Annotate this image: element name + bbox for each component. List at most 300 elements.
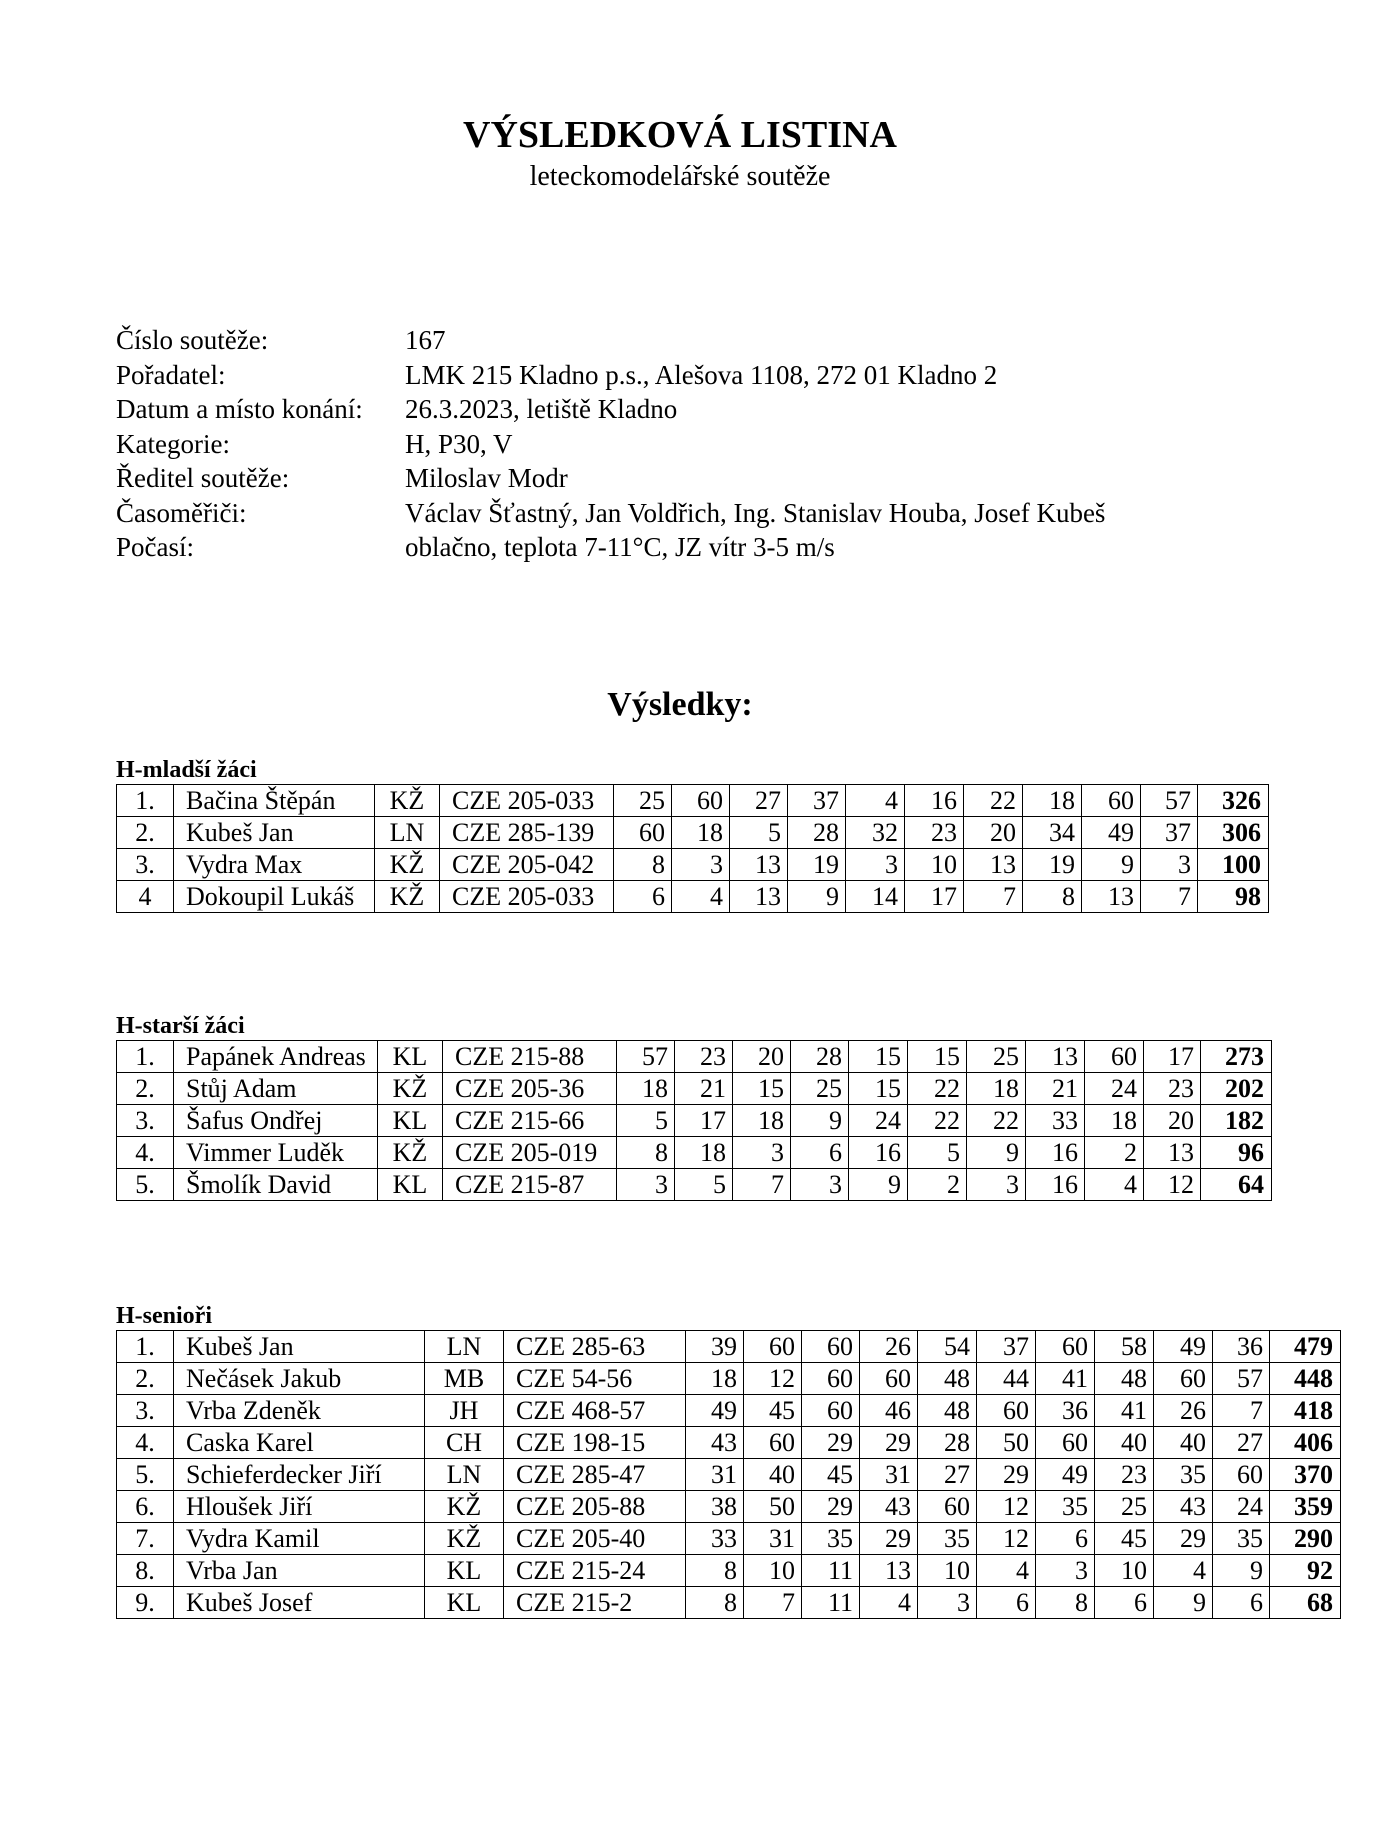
- license-cell: CZE 198-15: [504, 1427, 686, 1459]
- score-cell: 45: [744, 1395, 802, 1427]
- score-cell: 6: [977, 1587, 1036, 1619]
- table-row: [117, 1073, 1272, 1105]
- score-cell: 48: [1095, 1363, 1154, 1395]
- score-cell: 4: [1085, 1169, 1144, 1201]
- score-cell: 37: [788, 785, 846, 817]
- score-cell: 3: [918, 1587, 977, 1619]
- score-cell: 37: [977, 1331, 1036, 1363]
- score-cell: 50: [744, 1491, 802, 1523]
- score-cell: 48: [918, 1363, 977, 1395]
- score-cell: 26: [1154, 1395, 1213, 1427]
- category-title: H-mladší žáci: [116, 757, 257, 783]
- score-cell: 7: [733, 1169, 791, 1201]
- score-cell: 22: [908, 1105, 967, 1137]
- license-cell: CZE 285-47: [504, 1459, 686, 1491]
- total-cell: 479: [1270, 1331, 1341, 1363]
- score-cell: 18: [672, 817, 730, 849]
- category-section-h-seniori: [116, 1302, 1341, 1619]
- score-cell: 20: [733, 1041, 791, 1073]
- score-cell: 12: [744, 1363, 802, 1395]
- score-cell: 46: [860, 1395, 918, 1427]
- score-cell: 18: [1023, 785, 1082, 817]
- license-cell: CZE 285-63: [504, 1331, 686, 1363]
- score-cell: 27: [918, 1459, 977, 1491]
- name-cell: Kubeš Josef: [174, 1587, 425, 1619]
- name-cell: Vydra Max: [174, 849, 375, 881]
- score-cell: 3: [846, 849, 905, 881]
- score-cell: 60: [614, 817, 672, 849]
- category-section-h-mladsi-zaci: [116, 756, 1269, 913]
- category-section-h-starsi-zaci: [116, 1012, 1272, 1201]
- score-cell: 19: [788, 849, 846, 881]
- club-cell: KŽ: [425, 1523, 504, 1555]
- license-cell: CZE 205-019: [443, 1137, 617, 1169]
- total-cell: 92: [1270, 1555, 1341, 1587]
- table-row: [117, 1363, 1341, 1395]
- rank-cell: 6.: [117, 1491, 174, 1523]
- score-cell: 2: [908, 1169, 967, 1201]
- score-cell: 44: [977, 1363, 1036, 1395]
- score-cell: 15: [849, 1041, 908, 1073]
- rank-cell: 1.: [117, 1041, 174, 1073]
- score-cell: 35: [918, 1523, 977, 1555]
- name-cell: Kubeš Jan: [174, 817, 375, 849]
- license-cell: CZE 205-88: [504, 1491, 686, 1523]
- total-cell: 64: [1201, 1169, 1272, 1201]
- rank-cell: 2.: [117, 817, 174, 849]
- table-row: [117, 1331, 1341, 1363]
- score-cell: 4: [846, 785, 905, 817]
- score-cell: 18: [733, 1105, 791, 1137]
- table-row: [117, 1491, 1341, 1523]
- score-cell: 60: [1085, 1041, 1144, 1073]
- score-cell: 21: [1026, 1073, 1085, 1105]
- rank-cell: 8.: [117, 1555, 174, 1587]
- score-cell: 10: [905, 849, 964, 881]
- info-label: Počasí:: [116, 532, 194, 562]
- score-cell: 18: [686, 1363, 744, 1395]
- score-cell: 49: [1036, 1459, 1095, 1491]
- club-cell: KL: [378, 1041, 443, 1073]
- score-cell: 13: [730, 881, 788, 913]
- score-cell: 6: [1213, 1587, 1270, 1619]
- club-cell: KŽ: [375, 881, 440, 913]
- club-cell: LN: [375, 817, 440, 849]
- score-cell: 6: [1036, 1523, 1095, 1555]
- club-cell: KL: [425, 1555, 504, 1587]
- score-cell: 49: [686, 1395, 744, 1427]
- score-cell: 22: [908, 1073, 967, 1105]
- score-cell: 13: [964, 849, 1023, 881]
- category-title: H-starší žáci: [116, 1013, 245, 1039]
- score-cell: 6: [614, 881, 672, 913]
- score-cell: 13: [1144, 1137, 1201, 1169]
- score-cell: 7: [964, 881, 1023, 913]
- score-cell: 20: [1144, 1105, 1201, 1137]
- score-cell: 23: [1095, 1459, 1154, 1491]
- results-table: [116, 784, 1269, 913]
- score-cell: 16: [905, 785, 964, 817]
- score-cell: 58: [1095, 1331, 1154, 1363]
- score-cell: 39: [686, 1331, 744, 1363]
- score-cell: 24: [1213, 1491, 1270, 1523]
- club-cell: KL: [425, 1587, 504, 1619]
- rank-cell: 3.: [117, 1395, 174, 1427]
- score-cell: 10: [1095, 1555, 1154, 1587]
- score-cell: 24: [1085, 1073, 1144, 1105]
- total-cell: 448: [1270, 1363, 1341, 1395]
- total-cell: 290: [1270, 1523, 1341, 1555]
- score-cell: 7: [1213, 1395, 1270, 1427]
- score-cell: 43: [686, 1427, 744, 1459]
- score-cell: 36: [1213, 1331, 1270, 1363]
- license-cell: CZE 205-042: [440, 849, 614, 881]
- total-cell: 273: [1201, 1041, 1272, 1073]
- club-cell: LN: [425, 1331, 504, 1363]
- table-row: [117, 1169, 1272, 1201]
- score-cell: 31: [860, 1459, 918, 1491]
- license-cell: CZE 205-40: [504, 1523, 686, 1555]
- total-cell: 418: [1270, 1395, 1341, 1427]
- license-cell: CZE 205-033: [440, 881, 614, 913]
- score-cell: 43: [1154, 1491, 1213, 1523]
- results-heading: Výsledky:: [607, 686, 753, 723]
- score-cell: 18: [967, 1073, 1026, 1105]
- score-cell: 32: [846, 817, 905, 849]
- score-cell: 15: [908, 1041, 967, 1073]
- score-cell: 7: [744, 1587, 802, 1619]
- score-cell: 16: [1026, 1169, 1085, 1201]
- score-cell: 22: [964, 785, 1023, 817]
- score-cell: 37: [1141, 817, 1198, 849]
- info-value: Miloslav Modr: [405, 463, 568, 493]
- score-cell: 10: [918, 1555, 977, 1587]
- score-cell: 60: [744, 1427, 802, 1459]
- rank-cell: 2.: [117, 1363, 174, 1395]
- score-cell: 14: [846, 881, 905, 913]
- info-label: Časoměřiči:: [116, 497, 247, 528]
- score-cell: 34: [1023, 817, 1082, 849]
- score-cell: 8: [1036, 1587, 1095, 1619]
- name-cell: Šmolík David: [174, 1169, 378, 1201]
- score-cell: 3: [1141, 849, 1198, 881]
- table-row: [117, 1587, 1341, 1619]
- license-cell: CZE 205-033: [440, 785, 614, 817]
- score-cell: 18: [617, 1073, 675, 1105]
- score-cell: 18: [1085, 1105, 1144, 1137]
- score-cell: 60: [1082, 785, 1141, 817]
- score-cell: 3: [617, 1169, 675, 1201]
- score-cell: 15: [849, 1073, 908, 1105]
- club-cell: LN: [425, 1459, 504, 1491]
- score-cell: 45: [802, 1459, 860, 1491]
- score-cell: 25: [967, 1041, 1026, 1073]
- club-cell: KL: [378, 1105, 443, 1137]
- score-cell: 3: [733, 1137, 791, 1169]
- rank-cell: 5.: [117, 1169, 174, 1201]
- score-cell: 60: [672, 785, 730, 817]
- name-cell: Dokoupil Lukáš: [174, 881, 375, 913]
- total-cell: 96: [1201, 1137, 1272, 1169]
- rank-cell: 4: [117, 881, 174, 913]
- score-cell: 9: [791, 1105, 849, 1137]
- score-cell: 28: [918, 1427, 977, 1459]
- score-cell: 3: [791, 1169, 849, 1201]
- license-cell: CZE 205-36: [443, 1073, 617, 1105]
- score-cell: 8: [1023, 881, 1082, 913]
- table-row: [117, 849, 1269, 881]
- score-cell: 13: [1026, 1041, 1085, 1073]
- score-cell: 25: [1095, 1491, 1154, 1523]
- score-cell: 28: [791, 1041, 849, 1073]
- score-cell: 27: [1213, 1427, 1270, 1459]
- score-cell: 17: [905, 881, 964, 913]
- name-cell: Nečásek Jakub: [174, 1363, 425, 1395]
- license-cell: CZE 468-57: [504, 1395, 686, 1427]
- score-cell: 9: [788, 881, 846, 913]
- score-cell: 29: [860, 1523, 918, 1555]
- score-cell: 49: [1082, 817, 1141, 849]
- total-cell: 68: [1270, 1587, 1341, 1619]
- license-cell: CZE 215-66: [443, 1105, 617, 1137]
- score-cell: 5: [675, 1169, 733, 1201]
- score-cell: 60: [1154, 1363, 1213, 1395]
- score-cell: 9: [967, 1137, 1026, 1169]
- score-cell: 60: [744, 1331, 802, 1363]
- license-cell: CZE 215-87: [443, 1169, 617, 1201]
- score-cell: 40: [1154, 1427, 1213, 1459]
- table-row: [117, 1137, 1272, 1169]
- table-row: [117, 1555, 1341, 1587]
- score-cell: 60: [1036, 1331, 1095, 1363]
- name-cell: Šafus Ondřej: [174, 1105, 378, 1137]
- score-cell: 8: [614, 849, 672, 881]
- score-cell: 29: [1154, 1523, 1213, 1555]
- score-cell: 13: [1082, 881, 1141, 913]
- table-row: [117, 1041, 1272, 1073]
- score-cell: 4: [977, 1555, 1036, 1587]
- score-cell: 41: [1095, 1395, 1154, 1427]
- total-cell: 306: [1198, 817, 1269, 849]
- name-cell: Vydra Kamil: [174, 1523, 425, 1555]
- score-cell: 43: [860, 1491, 918, 1523]
- score-cell: 12: [977, 1523, 1036, 1555]
- score-cell: 60: [802, 1363, 860, 1395]
- score-cell: 9: [1213, 1555, 1270, 1587]
- license-cell: CZE 215-88: [443, 1041, 617, 1073]
- score-cell: 31: [686, 1459, 744, 1491]
- score-cell: 12: [977, 1491, 1036, 1523]
- table-row: [117, 1105, 1272, 1137]
- club-cell: KŽ: [375, 849, 440, 881]
- score-cell: 7: [1141, 881, 1198, 913]
- score-cell: 5: [730, 817, 788, 849]
- rank-cell: 3.: [117, 1105, 174, 1137]
- score-cell: 35: [1036, 1491, 1095, 1523]
- score-cell: 2: [1085, 1137, 1144, 1169]
- name-cell: Vrba Jan: [174, 1555, 425, 1587]
- club-cell: JH: [425, 1395, 504, 1427]
- total-cell: 326: [1198, 785, 1269, 817]
- score-cell: 3: [967, 1169, 1026, 1201]
- club-cell: KŽ: [425, 1491, 504, 1523]
- score-cell: 8: [686, 1587, 744, 1619]
- score-cell: 13: [860, 1555, 918, 1587]
- score-cell: 9: [849, 1169, 908, 1201]
- rank-cell: 7.: [117, 1523, 174, 1555]
- score-cell: 60: [802, 1331, 860, 1363]
- score-cell: 35: [802, 1523, 860, 1555]
- score-cell: 24: [849, 1105, 908, 1137]
- score-cell: 3: [1036, 1555, 1095, 1587]
- score-cell: 35: [1154, 1459, 1213, 1491]
- club-cell: KŽ: [375, 785, 440, 817]
- club-cell: CH: [425, 1427, 504, 1459]
- score-cell: 29: [977, 1459, 1036, 1491]
- info-value: H, P30, V: [405, 428, 513, 459]
- score-cell: 57: [1141, 785, 1198, 817]
- score-cell: 10: [744, 1555, 802, 1587]
- license-cell: CZE 215-2: [504, 1587, 686, 1619]
- score-cell: 6: [791, 1137, 849, 1169]
- score-cell: 60: [1213, 1459, 1270, 1491]
- results-table: [116, 1040, 1272, 1201]
- score-cell: 8: [617, 1137, 675, 1169]
- score-cell: 23: [905, 817, 964, 849]
- score-cell: 40: [1095, 1427, 1154, 1459]
- score-cell: 29: [802, 1491, 860, 1523]
- info-value: 26.3.2023, letiště Kladno: [405, 394, 678, 424]
- score-cell: 18: [675, 1137, 733, 1169]
- table-row: [117, 1459, 1341, 1491]
- club-cell: KŽ: [378, 1137, 443, 1169]
- total-cell: 100: [1198, 849, 1269, 881]
- score-cell: 41: [1036, 1363, 1095, 1395]
- table-row: [117, 817, 1269, 849]
- score-cell: 60: [860, 1363, 918, 1395]
- category-title: H-senioři: [116, 1303, 212, 1329]
- score-cell: 19: [1023, 849, 1082, 881]
- score-cell: 8: [686, 1555, 744, 1587]
- info-value: LMK 215 Kladno p.s., Alešova 1108, 272 01 Kladno 2: [405, 359, 998, 390]
- score-cell: 22: [967, 1105, 1026, 1137]
- score-cell: 23: [675, 1041, 733, 1073]
- score-cell: 60: [1036, 1427, 1095, 1459]
- rank-cell: 5.: [117, 1459, 174, 1491]
- score-cell: 16: [1026, 1137, 1085, 1169]
- rank-cell: 2.: [117, 1073, 174, 1105]
- score-cell: 16: [849, 1137, 908, 1169]
- score-cell: 57: [1213, 1363, 1270, 1395]
- name-cell: Hloušek Jiří: [174, 1491, 425, 1523]
- score-cell: 60: [977, 1395, 1036, 1427]
- info-label: Číslo soutěže:: [116, 325, 269, 355]
- score-cell: 23: [1144, 1073, 1201, 1105]
- score-cell: 35: [1213, 1523, 1270, 1555]
- score-cell: 21: [675, 1073, 733, 1105]
- license-cell: CZE 54-56: [504, 1363, 686, 1395]
- score-cell: 45: [1095, 1523, 1154, 1555]
- info-value: oblačno, teplota 7-11°C, JZ vítr 3-5 m/s: [405, 532, 835, 562]
- total-cell: 98: [1198, 881, 1269, 913]
- score-cell: 60: [802, 1395, 860, 1427]
- score-cell: 33: [686, 1523, 744, 1555]
- score-cell: 4: [672, 881, 730, 913]
- table-row: [117, 1427, 1341, 1459]
- score-cell: 25: [614, 785, 672, 817]
- rank-cell: 1.: [117, 1331, 174, 1363]
- score-cell: 20: [964, 817, 1023, 849]
- table-row: [117, 1395, 1341, 1427]
- rank-cell: 4.: [117, 1137, 174, 1169]
- document-subtitle: leteckomodelářské soutěže: [529, 161, 831, 192]
- score-cell: 4: [860, 1587, 918, 1619]
- total-cell: 406: [1270, 1427, 1341, 1459]
- score-cell: 11: [802, 1555, 860, 1587]
- club-cell: MB: [425, 1363, 504, 1395]
- info-value: Václav Šťastný, Jan Voldřich, Ing. Stanislav Houba, Josef Kubeš: [405, 497, 1106, 528]
- score-cell: 29: [802, 1427, 860, 1459]
- score-cell: 9: [1154, 1587, 1213, 1619]
- total-cell: 182: [1201, 1105, 1272, 1137]
- name-cell: Schieferdecker Jiří: [174, 1459, 425, 1491]
- license-cell: CZE 285-139: [440, 817, 614, 849]
- table-row: [117, 1523, 1341, 1555]
- score-cell: 11: [802, 1587, 860, 1619]
- score-cell: 48: [918, 1395, 977, 1427]
- table-row: [117, 881, 1269, 913]
- info-label: Pořadatel:: [116, 359, 226, 390]
- name-cell: Bačina Štěpán: [174, 785, 375, 817]
- club-cell: KŽ: [378, 1073, 443, 1105]
- license-cell: CZE 215-24: [504, 1555, 686, 1587]
- score-cell: 5: [617, 1105, 675, 1137]
- score-cell: 50: [977, 1427, 1036, 1459]
- club-cell: KL: [378, 1169, 443, 1201]
- total-cell: 370: [1270, 1459, 1341, 1491]
- score-cell: 36: [1036, 1395, 1095, 1427]
- score-cell: 4: [1154, 1555, 1213, 1587]
- name-cell: Kubeš Jan: [174, 1331, 425, 1363]
- name-cell: Papánek Andreas: [174, 1041, 378, 1073]
- score-cell: 60: [918, 1491, 977, 1523]
- info-value: 167: [405, 325, 446, 355]
- document-title: VÝSLEDKOVÁ LISTINA: [463, 114, 897, 156]
- table-row: [117, 785, 1269, 817]
- total-cell: 202: [1201, 1073, 1272, 1105]
- rank-cell: 1.: [117, 785, 174, 817]
- rank-cell: 9.: [117, 1587, 174, 1619]
- info-label: Kategorie:: [116, 428, 230, 459]
- score-cell: 29: [860, 1427, 918, 1459]
- score-cell: 12: [1144, 1169, 1201, 1201]
- score-cell: 26: [860, 1331, 918, 1363]
- score-cell: 9: [1082, 849, 1141, 881]
- score-cell: 27: [730, 785, 788, 817]
- score-cell: 28: [788, 817, 846, 849]
- name-cell: Caska Karel: [174, 1427, 425, 1459]
- score-cell: 3: [672, 849, 730, 881]
- score-cell: 25: [791, 1073, 849, 1105]
- rank-cell: 3.: [117, 849, 174, 881]
- score-cell: 33: [1026, 1105, 1085, 1137]
- info-label: Datum a místo konání:: [116, 394, 363, 424]
- score-cell: 54: [918, 1331, 977, 1363]
- score-cell: 31: [744, 1523, 802, 1555]
- score-cell: 38: [686, 1491, 744, 1523]
- rank-cell: 4.: [117, 1427, 174, 1459]
- score-cell: 6: [1095, 1587, 1154, 1619]
